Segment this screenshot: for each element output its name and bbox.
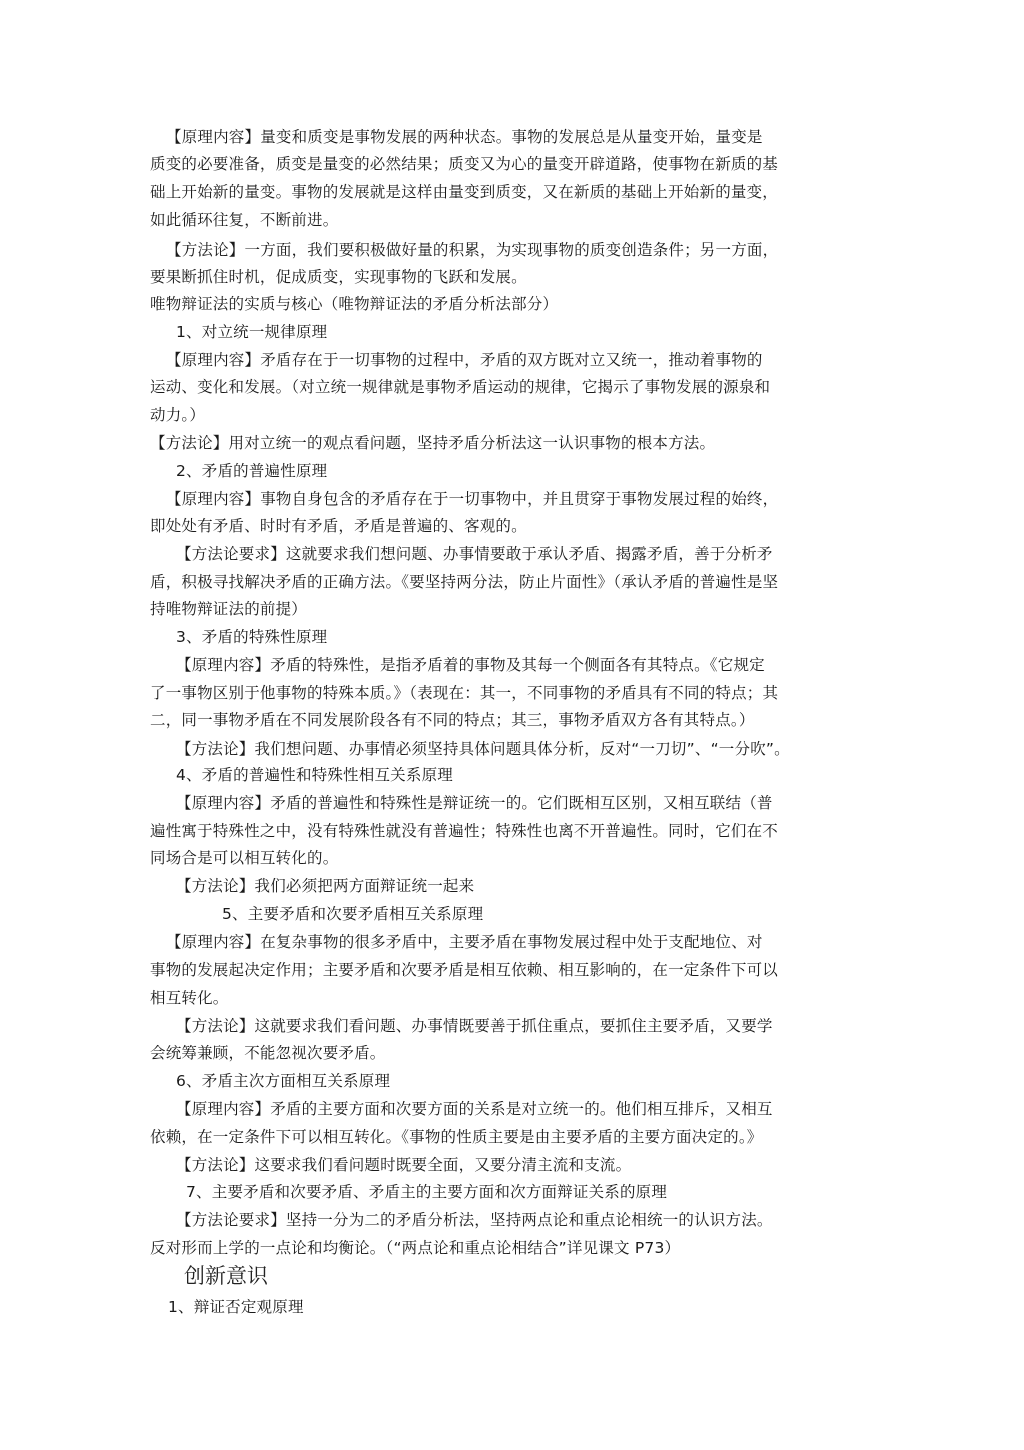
text-line: 相互转化。: [150, 989, 229, 1007]
text-line: 【方法论】用对立统一的观点看问题，坚持矛盾分析法这一认识事物的根本方法。: [150, 434, 716, 452]
text-line: 【方法论要求】坚持一分为二的矛盾分析法，坚持两点论和重点论相统一的认识方法。: [176, 1211, 773, 1229]
text-line: 1、辩证否定观原理: [168, 1298, 304, 1316]
text-line: 同场合是可以相互转化的。: [150, 849, 339, 867]
text-line: 5、主要矛盾和次要矛盾相互关系原理: [222, 905, 484, 923]
text-line: 7、主要矛盾和次要矛盾、矛盾主的主要方面和次方面辩证关系的原理: [186, 1183, 668, 1201]
text-line: 依赖，在一定条件下可以相互转化。《事物的性质主要是由主要矛盾的主要方面决定的。》: [150, 1128, 763, 1146]
text-line: 【方法论】这要求我们看问题时既要全面，又要分清主流和支流。: [176, 1156, 632, 1174]
text-line: 【方法论要求】这就要求我们想问题、办事情要敢于承认矛盾、揭露矛盾，善于分析矛: [176, 545, 773, 563]
text-line: 3、矛盾的特殊性原理: [176, 628, 328, 646]
text-line: 【原理内容】事物自身包含的矛盾存在于一切事物中，并且贯穿于事物发展过程的始终，: [166, 490, 779, 508]
text-line: 【原理内容】在复杂事物的很多矛盾中，主要矛盾在事物发展过程中处于支配地位、对: [166, 933, 763, 951]
text-line: 盾，积极寻找解决矛盾的正确方法。《要坚持两分法，防止片面性》（承认矛盾的普遍性是坚: [150, 573, 779, 591]
text-line: 唯物辩证法的实质与核心（唯物辩证法的矛盾分析法部分）: [150, 295, 559, 313]
text-line: 【方法论】我们必须把两方面辩证统一起来: [176, 877, 475, 895]
text-line: 事物的发展起决定作用；主要矛盾和次要矛盾是相互依赖、相互影响的，在一定条件下可以: [150, 961, 779, 979]
text-line: 1、对立统一规律原理: [176, 323, 328, 341]
text-line: 【方法论】一方面，我们要积极做好量的积累，为实现事物的质变创造条件；另一方面，: [166, 241, 779, 259]
text-line: 4、矛盾的普遍性和特殊性相互关系原理: [176, 766, 453, 784]
text-line: 了一事物区别于他事物的特殊本质。》（表现在：其一，不同事物的矛盾具有不同的特点；其: [150, 684, 779, 702]
text-line: 反对形而上学的一点论和均衡论。（“两点论和重点论相结合”详见课文 P73）: [150, 1239, 681, 1257]
text-line: 【原理内容】矛盾的特殊性，是指矛盾着的事物及其每一个侧面各有其特点。《它规定: [176, 656, 765, 674]
section-heading: 创新意识: [184, 1264, 268, 1288]
text-line: 会统筹兼顾，不能忽视次要矛盾。: [150, 1044, 386, 1062]
text-line: 6、矛盾主次方面相互关系原理: [176, 1072, 391, 1090]
text-line: 运动、变化和发展。（对立统一规律就是事物矛盾运动的规律，它揭示了事物发展的源泉和: [150, 378, 771, 396]
text-line: 【方法论】这就要求我们看问题、办事情既要善于抓住重点，要抓住主要矛盾，又要学: [176, 1017, 773, 1035]
text-line: 遍性寓于特殊性之中，没有特殊性就没有普遍性；特殊性也离不开普遍性。同时，它们在不: [150, 822, 779, 840]
text-line: 如此循环往复，不断前进。: [150, 211, 339, 229]
text-line: 要果断抓住时机，促成质变，实现事物的飞跃和发展。: [150, 268, 527, 286]
text-line: 持唯物辩证法的前提）: [150, 600, 308, 618]
text-line: 【原理内容】矛盾的普遍性和特殊性是辩证统一的。它们既相互区别，又相互联结（普: [176, 794, 773, 812]
text-line: 即处处有矛盾、时时有矛盾，矛盾是普遍的、客观的。: [150, 517, 527, 535]
text-line: 二，同一事物矛盾在不同发展阶段各有不同的特点；其三，事物矛盾双方各有其特点。）: [150, 711, 755, 729]
text-line: 【原理内容】矛盾的主要方面和次要方面的关系是对立统一的。他们相互排斥，又相互: [176, 1100, 773, 1118]
text-line: 础上开始新的量变。事物的发展就是这样由量变到质变，又在新质的基础上开始新的量变，: [150, 183, 779, 201]
text-line: 动力。）: [150, 406, 206, 424]
text-line: 【方法论】我们想问题、办事情必须坚持具体问题具体分析，反对“一刀切”、“一分吹”。: [176, 740, 790, 758]
text-line: 质变的必要准备，质变是量变的必然结果；质变又为心的量变开辟道路，使事物在新质的基: [150, 155, 779, 173]
text-line: 【原理内容】矛盾存在于一切事物的过程中，矛盾的双方既对立又统一，推动着事物的: [166, 351, 763, 369]
text-line: 【原理内容】量变和质变是事物发展的两种状态。事物的发展总是从量变开始，量变是: [166, 128, 763, 146]
text-line: 2、矛盾的普遍性原理: [176, 462, 328, 480]
